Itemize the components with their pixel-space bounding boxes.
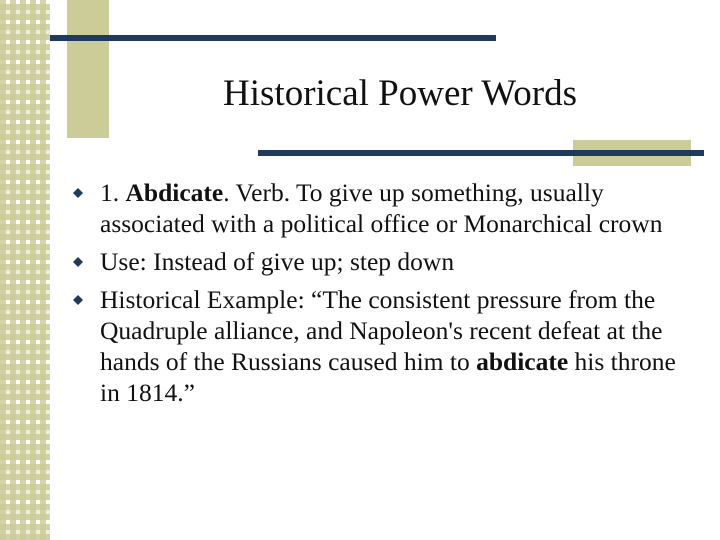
title-rule-bottom: [258, 150, 704, 156]
title-rule-top: [50, 35, 496, 41]
bullet-number: 1.: [100, 178, 126, 207]
diamond-bullet-icon: [73, 188, 83, 198]
checkered-side-strip: [0, 0, 50, 540]
example-emphasis: abdicate: [476, 347, 569, 376]
diamond-bullet-icon: [73, 257, 83, 267]
bullet-item-definition: [72, 177, 697, 239]
bullet-list: [72, 177, 697, 415]
definition-text: . Verb. To give up something, usually associated with a political office or Monarchical crown: [100, 178, 663, 238]
diamond-bullet-icon: [73, 295, 83, 305]
olive-accent-block-top: [67, 0, 109, 138]
example-text: Historical Example: “The consistent pressure from the Quadruple alliance, and Napoleon's recent defeat at the hands of the Russians caused him to: [100, 285, 663, 376]
term-word: Abdicate: [125, 178, 224, 207]
bullet-item-use: [72, 246, 697, 277]
slide-title: Historical Power Words: [223, 73, 577, 114]
use-text: Use: Instead of give up; step down: [100, 247, 455, 276]
bullet-item-example: [72, 284, 697, 408]
example-text-end: his throne in 1814.”: [100, 347, 676, 407]
